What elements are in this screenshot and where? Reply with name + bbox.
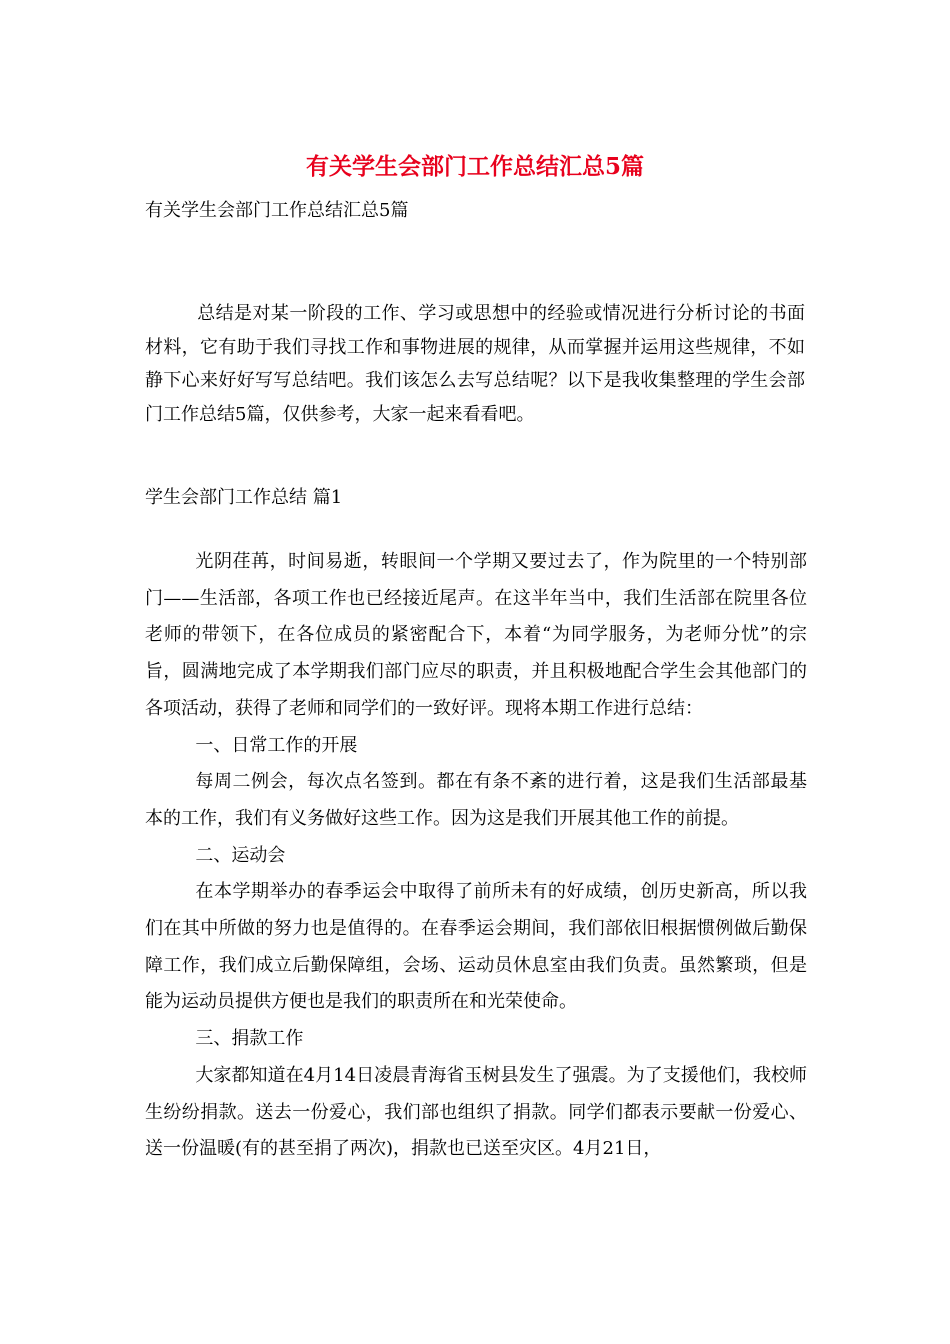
body-paragraph: 每周二例会，每次点名签到。都在有条不紊的进行着，这是我们生活部最基本的工作，我们有义务做好这些工作。因为这是我们开展其他工作的前提。 — [145, 771, 807, 829]
body-paragraph: 光阴荏苒，时间易逝，转眼间一个学期又要过去了，作为院里的一个特别部门——生活部，各项工作也已经接近尾声。在这半年当中，我们生活部在院里各位老师的带领下，在各位成员的紧密配合下，本着“为同学服务，为老师分忧”的宗旨，圆满地完成了本学期我们部门应尽的职责，并且积极地配合学生会其他部门的各项活动，获得了老师和同学们的一致好评。现将本期工作进行总结： — [145, 551, 807, 719]
body-paragraph: 大家都知道在4月14日凌晨青海省玉树县发生了强震。为了支援他们，我校师生纷纷捐款。送去一份爱心，我们部也组织了捐款。同学们都表示要献一份爱心、送一份温暖(有的甚至捐了两次)，捐款也已送至灾区。4月21日， — [145, 1064, 807, 1160]
subsection-heading: 二、运动会 — [195, 844, 286, 866]
document-title: 有关学生会部门工作总结汇总5篇 — [305, 153, 644, 180]
section-body — [145, 544, 807, 1168]
document-subtitle: 有关学生会部门工作总结汇总5篇 — [145, 200, 409, 221]
section-heading: 学生会部门工作总结 篇1 — [145, 487, 343, 508]
intro-paragraph: 总结是对某一阶段的工作、学习或思想中的经验或情况进行分析讨论的书面材料，它有助于我们寻找工作和事物进展的规律，从而掌握并运用这些规律，不如静下心来好好写写总结吧。我们该怎么去写总结呢？以下是我收集整理的学生会部门工作总结5篇，仅供参考，大家一起来看看吧。 — [145, 303, 805, 425]
body-paragraph: 在本学期举办的春季运会中取得了前所未有的好成绩，创历史新高，所以我们在其中所做的努力也是值得的。在春季运会期间，我们部依旧根据惯例做后勤保障工作，我们成立后勤保障组，会场、运动员休息室由我们负责。虽然繁琐，但是能为运动员提供方便也是我们的职责所在和光荣使命。 — [145, 881, 807, 1013]
subsection-heading: 三、捐款工作 — [195, 1028, 304, 1050]
subsection-heading: 一、日常工作的开展 — [195, 734, 358, 756]
